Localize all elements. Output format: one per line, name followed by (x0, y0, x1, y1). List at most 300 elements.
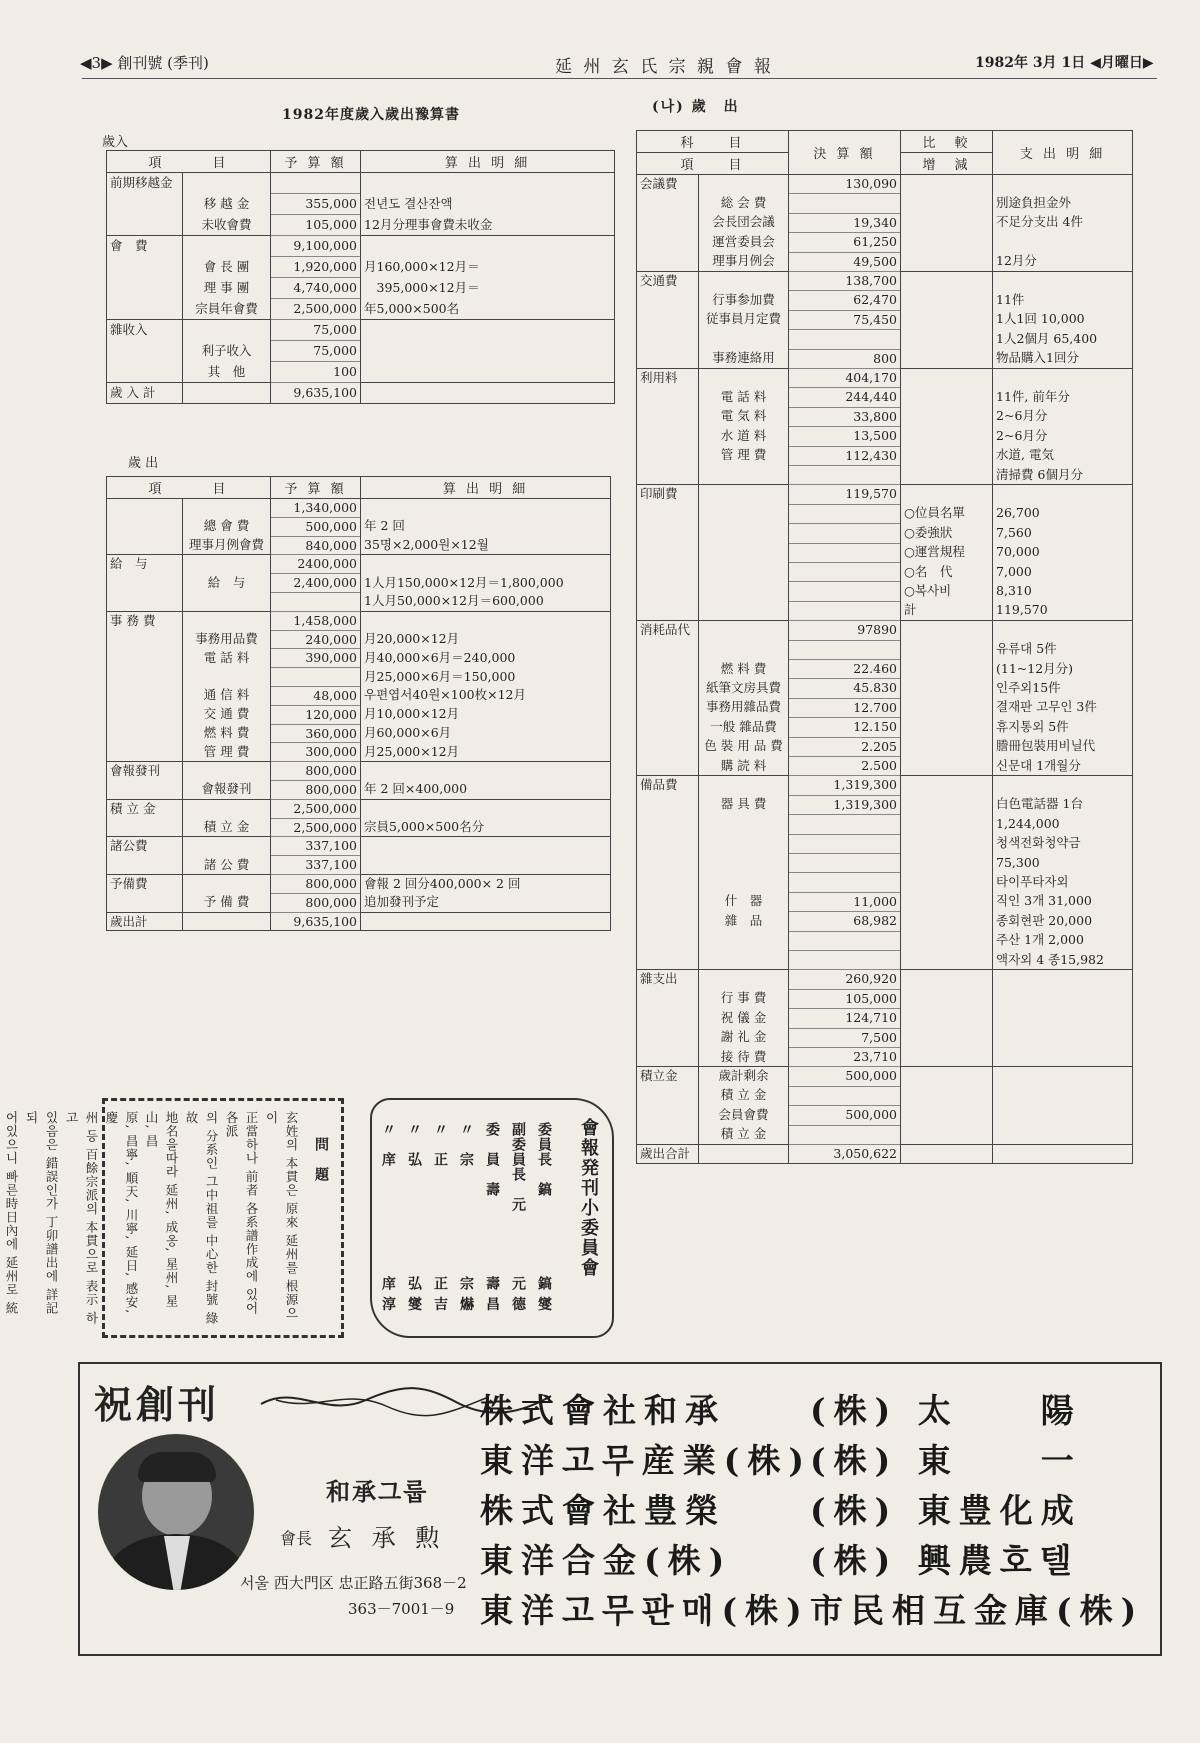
settle-row (637, 233, 1133, 252)
settle-row (637, 330, 1133, 349)
company-phone: 363－7001－9 (348, 1600, 455, 1618)
expense-cell: 管 理 費 (183, 743, 271, 762)
header-rule (82, 78, 1157, 79)
settle-cell: 紙筆文房具費 (699, 679, 789, 698)
income-cell (107, 278, 183, 299)
settle-cell (901, 213, 993, 232)
income-cell: 雜收入 (107, 320, 183, 341)
settle-cell (901, 1086, 993, 1105)
settle-cell (789, 524, 901, 543)
company-list-right (810, 1386, 1144, 1636)
income-cell: 100 (271, 362, 361, 383)
settle-cell: 清掃費 6個月分 (993, 466, 1133, 485)
settle-cell (901, 834, 993, 853)
committee-role: 委 員 壽 (484, 1122, 500, 1197)
income-label: 歲入 (102, 135, 129, 150)
company-name: 東洋合金(株) (480, 1541, 733, 1580)
settle-cell (637, 912, 699, 931)
settle-cell (637, 660, 699, 679)
chairman-name: 玄 承 勲 (328, 1524, 446, 1552)
expense-cell: 理事月例會費 (183, 536, 271, 555)
committee-role: 委員長 鎬 (536, 1122, 552, 1197)
settle-cell (901, 815, 993, 834)
budget-title: 1982年度歲入歲出豫算書 (282, 107, 460, 123)
settle-cell: 2~6月分 (993, 427, 1133, 446)
settle-cell: 12.150 (789, 718, 901, 737)
expense-cell: 800,000 (271, 762, 361, 781)
settle-row (637, 660, 1133, 679)
settle-cell (637, 931, 699, 950)
settle-col-kamok: 科 目 (637, 131, 789, 153)
settle-cell: 白色電話器 1台 (993, 795, 1133, 814)
settle-cell: 利用料 (637, 369, 699, 388)
settle-cell (699, 815, 789, 834)
expense-row (107, 592, 611, 611)
settle-cell (637, 563, 699, 582)
settle-cell (993, 485, 1133, 504)
expense-cell: 會報發刊 (107, 762, 183, 781)
settle-cell: 신문대 1개월分 (993, 757, 1133, 776)
company-name: 東洋고무産業(株) (480, 1441, 812, 1480)
income-row (107, 299, 615, 320)
expense-row (107, 724, 611, 743)
expense-cell (271, 668, 361, 687)
settle-cell (637, 407, 699, 426)
settle-cell: 119,570 (789, 485, 901, 504)
expense-row (107, 837, 611, 856)
expense-cell: 800,000 (271, 874, 361, 893)
settle-cell: 1,319,300 (789, 776, 901, 795)
expense-cell (183, 499, 271, 518)
company-name: (株) 東 一 (810, 1441, 1082, 1480)
expense-cell: 800,000 (271, 893, 361, 912)
settle-cell (637, 466, 699, 485)
settle-cell: 物品購入1回分 (993, 349, 1133, 368)
settle-cell (637, 1106, 699, 1125)
settle-cell (699, 175, 789, 194)
settle-row (637, 989, 1133, 1008)
expense-cell (107, 893, 183, 912)
income-row (107, 383, 615, 404)
income-cell: 理 事 團 (183, 278, 271, 299)
settle-cell (637, 330, 699, 349)
settle-cell (901, 718, 993, 737)
settle-cell: 謝 礼 金 (699, 1028, 789, 1047)
expense-cell (183, 799, 271, 818)
settle-cell: 行事参加費 (699, 291, 789, 310)
page-number-section: ◀3▶ 創刊號 (季刊) (80, 54, 209, 72)
expense-cell: 總 會 費 (183, 517, 271, 536)
settle-cell (789, 1125, 901, 1144)
expense-cell (183, 837, 271, 856)
settle-cell (699, 582, 789, 601)
expense-cell (107, 686, 183, 705)
settle-cell (901, 931, 993, 950)
problem-line: 어있으니 빠른時日內에 延州로 統 (4, 1111, 19, 1315)
settle-cell (789, 931, 901, 950)
settle-cell: 祝 儀 金 (699, 1009, 789, 1028)
settle-cell (901, 466, 993, 485)
settle-cell (699, 330, 789, 349)
settle-row (637, 931, 1133, 950)
settle-cell (789, 543, 901, 562)
expense-cell: 燃 料 費 (183, 724, 271, 743)
settlement-table (636, 130, 1133, 1164)
settle-cell (993, 272, 1133, 291)
settle-cell: ○位員名單 (901, 504, 993, 523)
expense-cell (107, 649, 183, 668)
income-cell (107, 341, 183, 362)
expense-cell: 年 2 回×400,000 (361, 780, 611, 799)
settle-cell: 歲出合計 (637, 1145, 699, 1164)
income-cell: 105,000 (271, 215, 361, 236)
expense-cell: 390,000 (271, 649, 361, 668)
expense-row (107, 649, 611, 668)
settle-cell (901, 194, 993, 213)
settle-row (637, 737, 1133, 756)
settle-cell (901, 795, 993, 814)
settle-cell: 積立金 (637, 1067, 699, 1086)
settle-cell (901, 407, 993, 426)
settle-cell (637, 815, 699, 834)
settle-row (637, 272, 1133, 291)
income-row (107, 341, 615, 362)
expense-cell: 1,458,000 (271, 611, 361, 630)
settle-cell (993, 1145, 1133, 1164)
settle-row (637, 466, 1133, 485)
settle-cell: 33,800 (789, 407, 901, 426)
committee-member (482, 1122, 502, 1312)
expense-row (107, 912, 611, 931)
newspaper-title: 延 州 玄 氏 宗 親 會 報 (555, 57, 774, 77)
settle-cell: 一般 雜品費 (699, 718, 789, 737)
settle-cell (789, 873, 901, 892)
settle-row (637, 524, 1133, 543)
settle-cell: 電 話 料 (699, 388, 789, 407)
settle-cell: 종회현판 20,000 (993, 912, 1133, 931)
settle-cell (637, 194, 699, 213)
settle-cell (789, 815, 901, 834)
settle-cell: 1人2個月 65,400 (993, 330, 1133, 349)
expense-row (107, 705, 611, 724)
settle-cell (901, 1048, 993, 1067)
chairman-photo (98, 1434, 254, 1590)
settle-cell (993, 1067, 1133, 1086)
expense-cell (107, 856, 183, 875)
settle-cell: 理事月例会 (699, 252, 789, 271)
committee-name: 弘 燮 (406, 1276, 422, 1312)
settle-col-change: 增 減 (901, 153, 993, 175)
income-cell: 9,635,100 (271, 383, 361, 404)
expense-cell (183, 611, 271, 630)
settle-cell: 45.830 (789, 679, 901, 698)
expense-row (107, 536, 611, 555)
expense-cell: 積 立 金 (183, 818, 271, 837)
settle-cell (637, 989, 699, 1008)
expense-cell: 事務用品費 (183, 630, 271, 649)
settle-cell: 500,000 (789, 1067, 901, 1086)
settle-cell (901, 330, 993, 349)
settle-row (637, 698, 1133, 717)
settle-cell (901, 951, 993, 970)
settle-cell (901, 621, 993, 640)
settle-cell (637, 718, 699, 737)
expense-cell: 2400,000 (271, 555, 361, 574)
settle-cell (789, 834, 901, 853)
committee-name: 宗 爀 (458, 1276, 474, 1312)
expense-row (107, 799, 611, 818)
company-name: (株) 興農호텔 (810, 1541, 1080, 1580)
expense-cell: 1人月50,000×12月＝600,000 (361, 592, 611, 611)
issue-date: 1982年 3月 1日 ◀月曜日▶ (975, 55, 1154, 71)
expense-cell: 337,100 (271, 856, 361, 875)
settle-cell (901, 427, 993, 446)
expense-cell (361, 762, 611, 781)
company-list-left (480, 1386, 812, 1636)
settle-cell (699, 951, 789, 970)
settle-row (637, 1009, 1133, 1028)
expense-row (107, 743, 611, 762)
expense-cell: 歲出計 (107, 912, 183, 931)
company-name: 東洋고무판매(株) (480, 1591, 810, 1630)
expense-cell: 2,400,000 (271, 574, 361, 593)
company-name: (株) 太 陽 (810, 1391, 1082, 1430)
committee-name: 元 德 (510, 1276, 526, 1312)
expense-cell: 追加發刊予定 (361, 893, 611, 912)
settle-row (637, 310, 1133, 329)
company-name: (株) 東豊化成 (810, 1491, 1082, 1530)
settle-cell (637, 834, 699, 853)
settle-cell (901, 349, 993, 368)
expense-cell (183, 592, 271, 611)
expense-cell: 1,340,000 (271, 499, 361, 518)
problem-title: 問 題 (313, 1137, 329, 1182)
settle-row (637, 601, 1133, 620)
settle-cell: 運営委員会 (699, 233, 789, 252)
settle-cell (637, 795, 699, 814)
committee-title: 會報発刊小委員會 (578, 1118, 599, 1278)
income-cell: 전년도 결산잔액 (361, 194, 615, 215)
company-name: 株式會社豊榮 (480, 1491, 726, 1530)
problem-line: 地名을따라 延州, 成옹, 星州, 星山, 昌 (144, 1111, 179, 1308)
settle-row (637, 1125, 1133, 1144)
settle-cell (637, 1028, 699, 1047)
settle-cell: 12月分 (993, 252, 1133, 271)
expense-cell: 月25,000×12月 (361, 743, 611, 762)
income-row (107, 215, 615, 236)
settle-cell (901, 1106, 993, 1125)
settle-col-item: 項 目 (637, 153, 789, 175)
expense-cell (107, 517, 183, 536)
settle-row (637, 485, 1133, 504)
settle-cell (699, 563, 789, 582)
income-cell: 355,000 (271, 194, 361, 215)
settle-cell (901, 310, 993, 329)
settle-cell: 인주외15件 (993, 679, 1133, 698)
settle-cell (993, 989, 1133, 1008)
expense-cell (107, 743, 183, 762)
settle-cell: 別途負担金外 (993, 194, 1133, 213)
income-cell: 會 費 (107, 236, 183, 257)
expense-row (107, 780, 611, 799)
committee-name: 庠 淳 (380, 1276, 396, 1312)
settle-row (637, 776, 1133, 795)
settle-cell (993, 1009, 1133, 1028)
settle-cell: 水道, 電気 (993, 446, 1133, 465)
settle-cell (993, 776, 1133, 795)
committee-role: 副委員長 元 (510, 1122, 526, 1212)
settle-cell (637, 951, 699, 970)
problem-line: 州 등 百餘宗派의 本貫으로 表示 하고 (64, 1111, 99, 1325)
settle-cell: 13,500 (789, 427, 901, 446)
committee-role: 〃 正 (432, 1122, 448, 1167)
settle-cell: 97890 (789, 621, 901, 640)
settle-row (637, 892, 1133, 911)
committee-name: 鎬 燮 (536, 1276, 552, 1312)
expense-cell: 月10,000×12月 (361, 705, 611, 724)
ad-title: 祝創刊 (94, 1382, 221, 1427)
settle-cell: 雜 品 (699, 912, 789, 931)
settle-row (637, 1048, 1133, 1067)
settle-cell (901, 698, 993, 717)
settle-cell: 印刷費 (637, 485, 699, 504)
expense-cell (361, 912, 611, 931)
expense-cell: 事 務 費 (107, 611, 183, 630)
expense-cell (361, 837, 611, 856)
settle-cell (637, 233, 699, 252)
settle-cell: 什 器 (699, 892, 789, 911)
expense-cell: 9,635,100 (271, 912, 361, 931)
expense-cell (107, 499, 183, 518)
settle-cell (789, 601, 901, 620)
expense-cell (361, 611, 611, 630)
settle-cell: 事務用雜品費 (699, 698, 789, 717)
settle-cell (699, 931, 789, 950)
settle-cell (993, 1048, 1133, 1067)
settle-cell: 管 理 費 (699, 446, 789, 465)
income-cell (361, 173, 615, 194)
settle-cell (699, 640, 789, 659)
income-row (107, 173, 615, 194)
committee-member (456, 1122, 476, 1312)
income-cell: 75,000 (271, 320, 361, 341)
settle-cell (637, 291, 699, 310)
settle-cell (901, 291, 993, 310)
settle-cell: ○名 代 (901, 563, 993, 582)
expense-cell (107, 536, 183, 555)
income-table (106, 150, 615, 404)
settle-cell (901, 1028, 993, 1047)
expense-row (107, 611, 611, 630)
expense-row (107, 668, 611, 687)
income-cell (107, 299, 183, 320)
settle-cell: 7,500 (789, 1028, 901, 1047)
settle-cell: 色 裝 用 品 費 (699, 737, 789, 756)
settle-row (637, 718, 1133, 737)
settle-row (637, 427, 1133, 446)
settle-cell (901, 892, 993, 911)
settle-cell (789, 466, 901, 485)
committee-box (370, 1098, 614, 1338)
settle-cell: 244,440 (789, 388, 901, 407)
settle-cell (901, 252, 993, 271)
settle-cell (637, 349, 699, 368)
income-cell: 395,000×12月＝ (361, 278, 615, 299)
settle-cell: ○복사비 (901, 582, 993, 601)
settle-cell: 주산 1개 2,000 (993, 931, 1133, 950)
settle-cell (901, 776, 993, 795)
income-cell (361, 236, 615, 257)
settle-cell (901, 233, 993, 252)
settle-cell (789, 951, 901, 970)
income-cell (107, 362, 183, 383)
settle-cell (637, 504, 699, 523)
income-cell: 其 他 (183, 362, 271, 383)
expense-cell: 360,000 (271, 724, 361, 743)
settle-row (637, 194, 1133, 213)
settle-cell (637, 427, 699, 446)
settle-cell: 行 事 費 (699, 989, 789, 1008)
expense-cell: 積 立 金 (107, 799, 183, 818)
expense-cell: 우편엽서40원×100枚×12月 (361, 686, 611, 705)
income-cell (183, 173, 271, 194)
income-col-amount: 予 算 額 (271, 151, 361, 173)
settle-cell: 138,700 (789, 272, 901, 291)
settle-cell (699, 524, 789, 543)
company-name: 市民相互金庫(株) (810, 1591, 1145, 1630)
expense-cell: 會報 2 回分400,000× 2 回 (361, 874, 611, 893)
settle-cell: 12.700 (789, 698, 901, 717)
settle-cell (993, 1106, 1133, 1125)
expense-cell: 120,000 (271, 705, 361, 724)
expense-cell (107, 668, 183, 687)
settle-cell (901, 1125, 993, 1144)
settle-cell (901, 873, 993, 892)
expense-cell (183, 912, 271, 931)
expense-cell (183, 668, 271, 687)
expense-row (107, 762, 611, 781)
settlement-title: (나) 歲 出 (652, 99, 740, 115)
settle-row (637, 1028, 1133, 1047)
expense-cell: 840,000 (271, 536, 361, 555)
expense-cell: 300,000 (271, 743, 361, 762)
settle-cell (901, 970, 993, 989)
settle-row (637, 1106, 1133, 1125)
settle-cell (637, 601, 699, 620)
settle-cell: 積 立 金 (699, 1125, 789, 1144)
settle-cell: 交通費 (637, 272, 699, 291)
settle-row (637, 1145, 1133, 1164)
company-address: 서울 西大門区 忠正路五街368－2 (240, 1574, 467, 1592)
settle-cell: 不足分支出 4件 (993, 213, 1133, 232)
income-cell: 會 長 團 (183, 257, 271, 278)
settle-cell: 2.205 (789, 737, 901, 756)
settle-cell (637, 1009, 699, 1028)
settle-cell: 器 具 費 (699, 795, 789, 814)
settle-cell (637, 737, 699, 756)
expense-cell: 年 2 回 (361, 517, 611, 536)
expense-cell (361, 499, 611, 518)
settle-cell (901, 369, 993, 388)
settle-row (637, 252, 1133, 271)
expense-cell: 給 与 (107, 555, 183, 574)
income-row (107, 257, 615, 278)
expense-cell: 48,000 (271, 686, 361, 705)
expense-row (107, 818, 611, 837)
settle-row (637, 854, 1133, 873)
settle-cell (637, 543, 699, 562)
settle-cell (789, 563, 901, 582)
